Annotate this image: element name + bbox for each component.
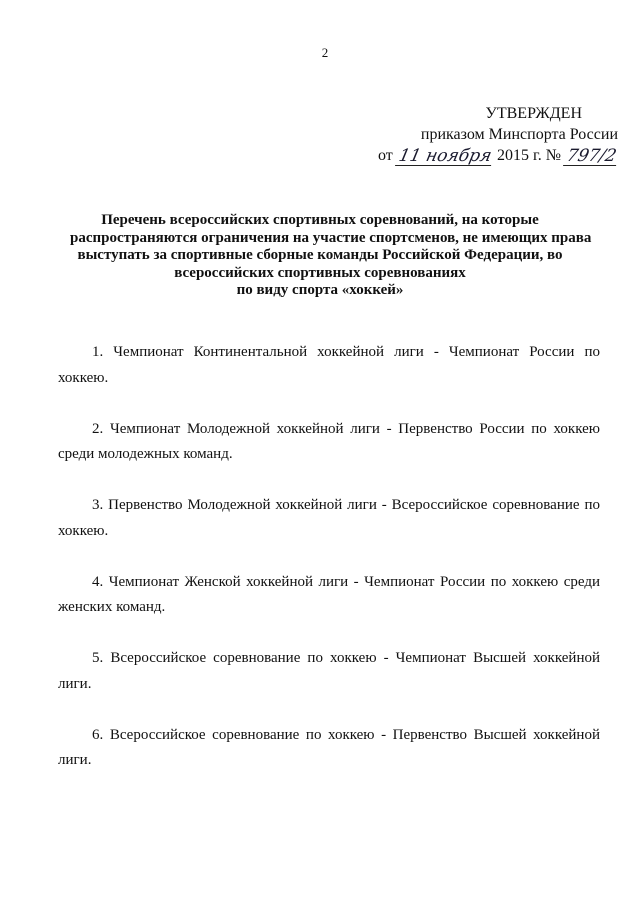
from-prefix: от [377, 147, 393, 164]
list-item-text: 5. Всероссийское соревнование по хоккею - Чемпионат Высшей хоккейной [92, 650, 600, 666]
title-line: Перечень всероссийских спортивных соревнований, на которые [101, 212, 539, 228]
list-item-text: 1. Чемпионат Континентальной хоккейной лиги - Чемпионат России по [92, 344, 600, 360]
handwritten-order-number: 797/2 [564, 146, 619, 166]
list-item-text: 3. Первенство Молодежной хоккейной лиги - Всероссийское соревнование по [92, 497, 600, 513]
approval-block [358, 103, 618, 166]
list-item [58, 646, 600, 697]
handwritten-date: 11 ноября [396, 146, 494, 166]
document-title [70, 212, 592, 300]
list-item-text: 2. Чемпионат Молодежной хоккейной лиги - Первенство России по хоккею [92, 420, 600, 437]
list-item-continuation: лиги. [58, 752, 92, 768]
order-date-line [358, 145, 618, 166]
title-line: по виду спорта «хоккей» [236, 282, 404, 298]
page-number: 2 [321, 45, 329, 60]
list-item-continuation: женских команд. [58, 599, 166, 615]
order-reference: приказом Минспорта России [420, 126, 618, 143]
list-item [58, 340, 600, 391]
list-item-text: 6. Всероссийское соревнование по хоккею - Первенство Высшей хоккейной [92, 726, 600, 743]
list-item [58, 493, 600, 544]
list-item-continuation: хоккею. [58, 369, 109, 386]
list-item-continuation: среди молодежных команд. [58, 446, 233, 462]
title-line: всероссийских спортивных соревнованиях [174, 264, 466, 281]
approved-label: УТВЕРЖДЕН [485, 105, 582, 122]
competition-list [58, 340, 600, 799]
list-item-continuation: хоккею. [58, 522, 109, 539]
list-item [58, 417, 600, 468]
list-item [58, 570, 600, 621]
title-line: распространяются ограничения на участие спортсменов, не имеющих права [70, 229, 592, 246]
list-item-text: 4. Чемпионат Женской хоккейной лиги - Чемпионат России по хоккею среди [92, 573, 600, 590]
year-number-label: 2015 г. № [496, 147, 561, 164]
list-item [58, 723, 600, 774]
list-item-continuation: лиги. [58, 675, 92, 692]
title-line: выступать за спортивные сборные команды Российской Федерации, во [77, 247, 563, 263]
